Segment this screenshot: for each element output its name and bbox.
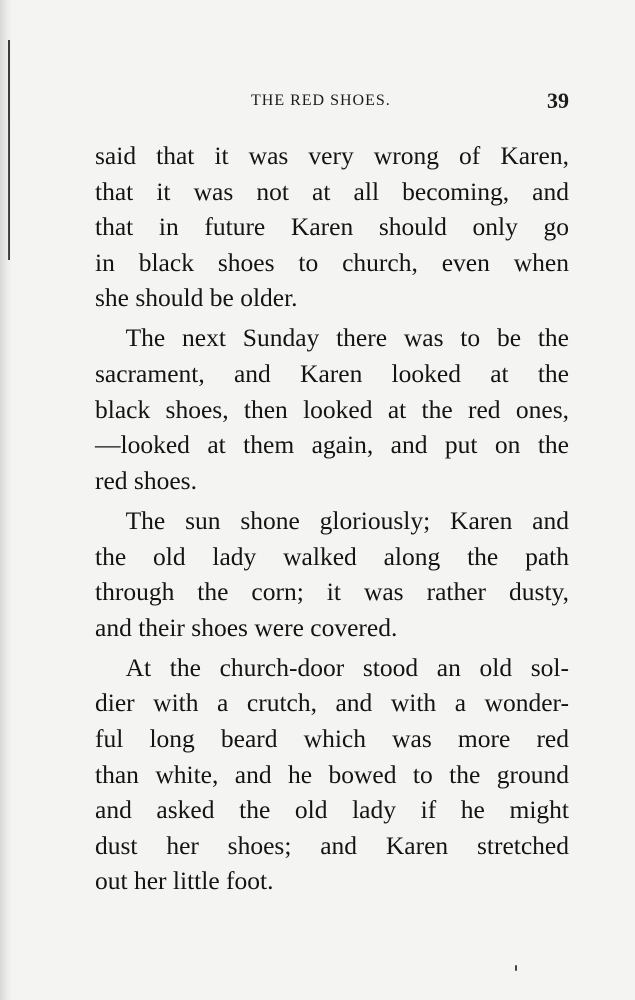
page-header <box>95 88 569 118</box>
text-line: sacrament, and Karen looked at the <box>95 359 569 389</box>
text-line: through the corn; it was rather dusty, <box>95 577 569 607</box>
text-line: and asked the old lady if he might <box>95 795 569 825</box>
page-number: 39 <box>547 88 569 113</box>
text-line: than white, and he bowed to the ground <box>95 759 569 789</box>
text-line: The sun shone gloriously; Karen and <box>125 505 569 535</box>
text-line: red shoes. <box>95 465 197 495</box>
text-line: out her little foot. <box>95 866 274 896</box>
text-line: said that it was very wrong of Karen, <box>95 141 569 170</box>
text-line: she should be older. <box>95 283 298 313</box>
paragraph-1 <box>95 138 569 316</box>
text-line: that in future Karen should only go <box>95 212 569 242</box>
text-line: ful long beard which was more red <box>95 724 569 753</box>
text-line: the old lady walked along the path <box>95 541 569 571</box>
body-text <box>95 138 569 903</box>
binding-edge-mark-secondary <box>8 120 9 260</box>
page-gutter-shadow <box>0 0 12 1000</box>
text-line: and their shoes were covered. <box>95 612 398 642</box>
text-line: The next Sunday there was to be the <box>125 323 569 353</box>
paragraph-4 <box>95 650 569 899</box>
text-line: At the church-door stood an old sol- <box>125 652 569 682</box>
text-line: black shoes, then looked at the red ones, <box>95 394 569 424</box>
paragraph-2 <box>95 320 569 498</box>
text-line: dier with a crutch, and with a wonder- <box>95 688 569 718</box>
text-line: in black shoes to church, even when <box>95 247 569 277</box>
running-title: THE RED SHOES. <box>251 92 391 109</box>
text-line: that it was not at all becoming, and <box>95 176 569 206</box>
paragraph-3 <box>95 503 569 645</box>
text-line: —looked at them again, and put on the <box>95 430 569 460</box>
print-speck <box>515 965 517 971</box>
text-line: dust her shoes; and Karen stretched <box>95 830 569 860</box>
